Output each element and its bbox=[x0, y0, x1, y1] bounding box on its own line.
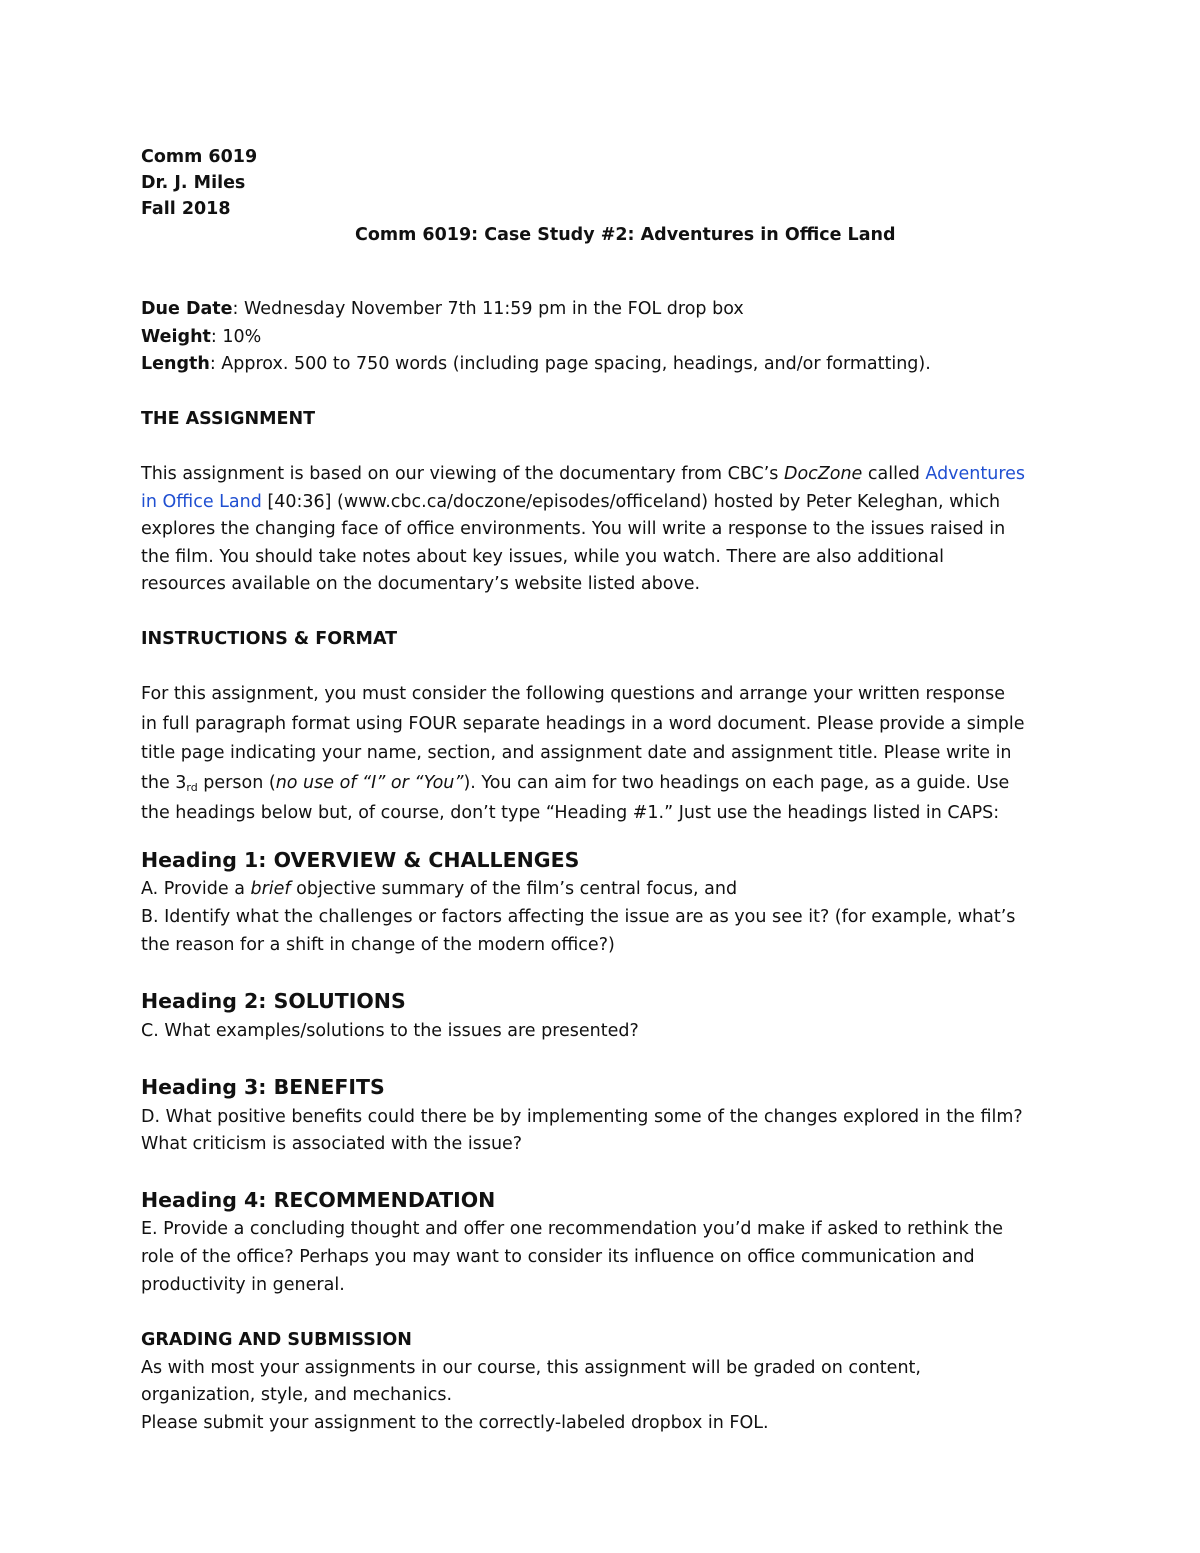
instructions-line-4 bbox=[141, 771, 1009, 797]
weight-label: Weight bbox=[141, 327, 211, 347]
item-italic: brief bbox=[250, 879, 291, 899]
instructions-text: person ( bbox=[197, 773, 276, 793]
instructions-line-5: the headings below but, of course, don’t type “Heading #1.” Just use the headings listed in CAPS: bbox=[141, 803, 1000, 823]
length-value: : Approx. 500 to 750 words (including page spacing, headings, and/or formatting). bbox=[209, 354, 931, 374]
document-title: Comm 6019: Case Study #2: Adventures in Office Land bbox=[355, 225, 896, 245]
instructions-text: ). You can aim for two headings on each page, as a guide. Use bbox=[463, 773, 1010, 793]
assignment-line-1 bbox=[141, 462, 1025, 486]
course-code: Comm 6019 bbox=[141, 147, 258, 167]
due-date-value: : Wednesday November 7th 11:59 pm in the FOL drop box bbox=[232, 299, 744, 319]
heading-2-item-c: C. What examples/solutions to the issues are presented? bbox=[141, 1021, 639, 1041]
instructions-italic: no use of “I” or “You” bbox=[275, 773, 464, 793]
item-text: objective summary of the film’s central focus, and bbox=[290, 879, 738, 899]
instructor-name: Dr. J. Miles bbox=[141, 173, 246, 193]
instructions-text: the 3 bbox=[141, 773, 187, 793]
heading-4-item-e-line-1: E. Provide a concluding thought and offer one recommendation you’d make if asked to rethink the bbox=[141, 1219, 1004, 1239]
grading-line-1: As with most your assignments in our course, this assignment will be graded on content, bbox=[141, 1358, 921, 1378]
weight-value: : 10% bbox=[210, 327, 262, 347]
due-date-line bbox=[141, 297, 744, 321]
grading-line-2: organization, style, and mechanics. bbox=[141, 1385, 453, 1405]
heading-4-item-e-line-3: productivity in general. bbox=[141, 1275, 345, 1295]
assignment-line-3: explores the changing face of office environments. You will write a response to the issues raised in bbox=[141, 519, 1006, 539]
heading-4-title: Heading 4: RECOMMENDATION bbox=[141, 1188, 496, 1212]
adventures-link[interactable]: Adventures bbox=[925, 464, 1026, 484]
assignment-text: called bbox=[862, 464, 926, 484]
weight-line bbox=[141, 325, 261, 349]
heading-2-title: Heading 2: SOLUTIONS bbox=[141, 989, 406, 1013]
heading-3-item-d-line-2: What criticism is associated with the issue? bbox=[141, 1134, 523, 1154]
item-text: A. Provide a bbox=[141, 879, 251, 899]
assignment-text: This assignment is based on our viewing of the documentary from CBC’s bbox=[141, 464, 784, 484]
grading-line-3: Please submit your assignment to the correctly-labeled dropbox in FOL. bbox=[141, 1413, 769, 1433]
heading-1-item-b-line-2: the reason for a shift in change of the modern office?) bbox=[141, 935, 615, 955]
grading-heading: GRADING AND SUBMISSION bbox=[141, 1330, 412, 1350]
assignment-text: [40:36] (www.cbc.ca/doczone/episodes/officeland) hosted by Peter Keleghan, which bbox=[261, 492, 1001, 512]
assignment-line-4: the film. You should take notes about key issues, while you watch. There are also additional bbox=[141, 547, 944, 567]
doczone-italic: DocZone bbox=[783, 464, 863, 484]
length-label: Length bbox=[141, 354, 210, 374]
heading-1-item-b-line-1: B. Identify what the challenges or factors affecting the issue are as you see it? (for example, what’s bbox=[141, 907, 1016, 927]
instructions-heading: INSTRUCTIONS & FORMAT bbox=[141, 629, 398, 649]
length-line bbox=[141, 352, 931, 376]
heading-3-item-d-line-1: D. What positive benefits could there be by implementing some of the changes explored in the film? bbox=[141, 1107, 1023, 1127]
office-land-link[interactable]: in Office Land bbox=[141, 492, 262, 512]
instructions-line-3: title page indicating your name, section, and assignment date and assignment title. Please write in bbox=[141, 743, 1012, 763]
assignment-heading: THE ASSIGNMENT bbox=[141, 409, 316, 429]
assignment-line-2 bbox=[141, 490, 1000, 514]
heading-1-item-a bbox=[141, 877, 737, 901]
assignment-line-5: resources available on the documentary’s website listed above. bbox=[141, 574, 701, 594]
instructions-line-2: in full paragraph format using FOUR separate headings in a word document. Please provide a simple bbox=[141, 714, 1025, 734]
instructions-line-1: For this assignment, you must consider the following questions and arrange your written response bbox=[141, 684, 1006, 704]
ordinal-suffix: rd bbox=[186, 781, 198, 794]
term: Fall 2018 bbox=[141, 199, 231, 219]
heading-4-item-e-line-2: role of the office? Perhaps you may want to consider its influence on office communication and bbox=[141, 1247, 975, 1267]
heading-3-title: Heading 3: BENEFITS bbox=[141, 1075, 385, 1099]
due-date-label: Due Date bbox=[141, 299, 233, 319]
heading-1-title: Heading 1: OVERVIEW & CHALLENGES bbox=[141, 848, 580, 872]
